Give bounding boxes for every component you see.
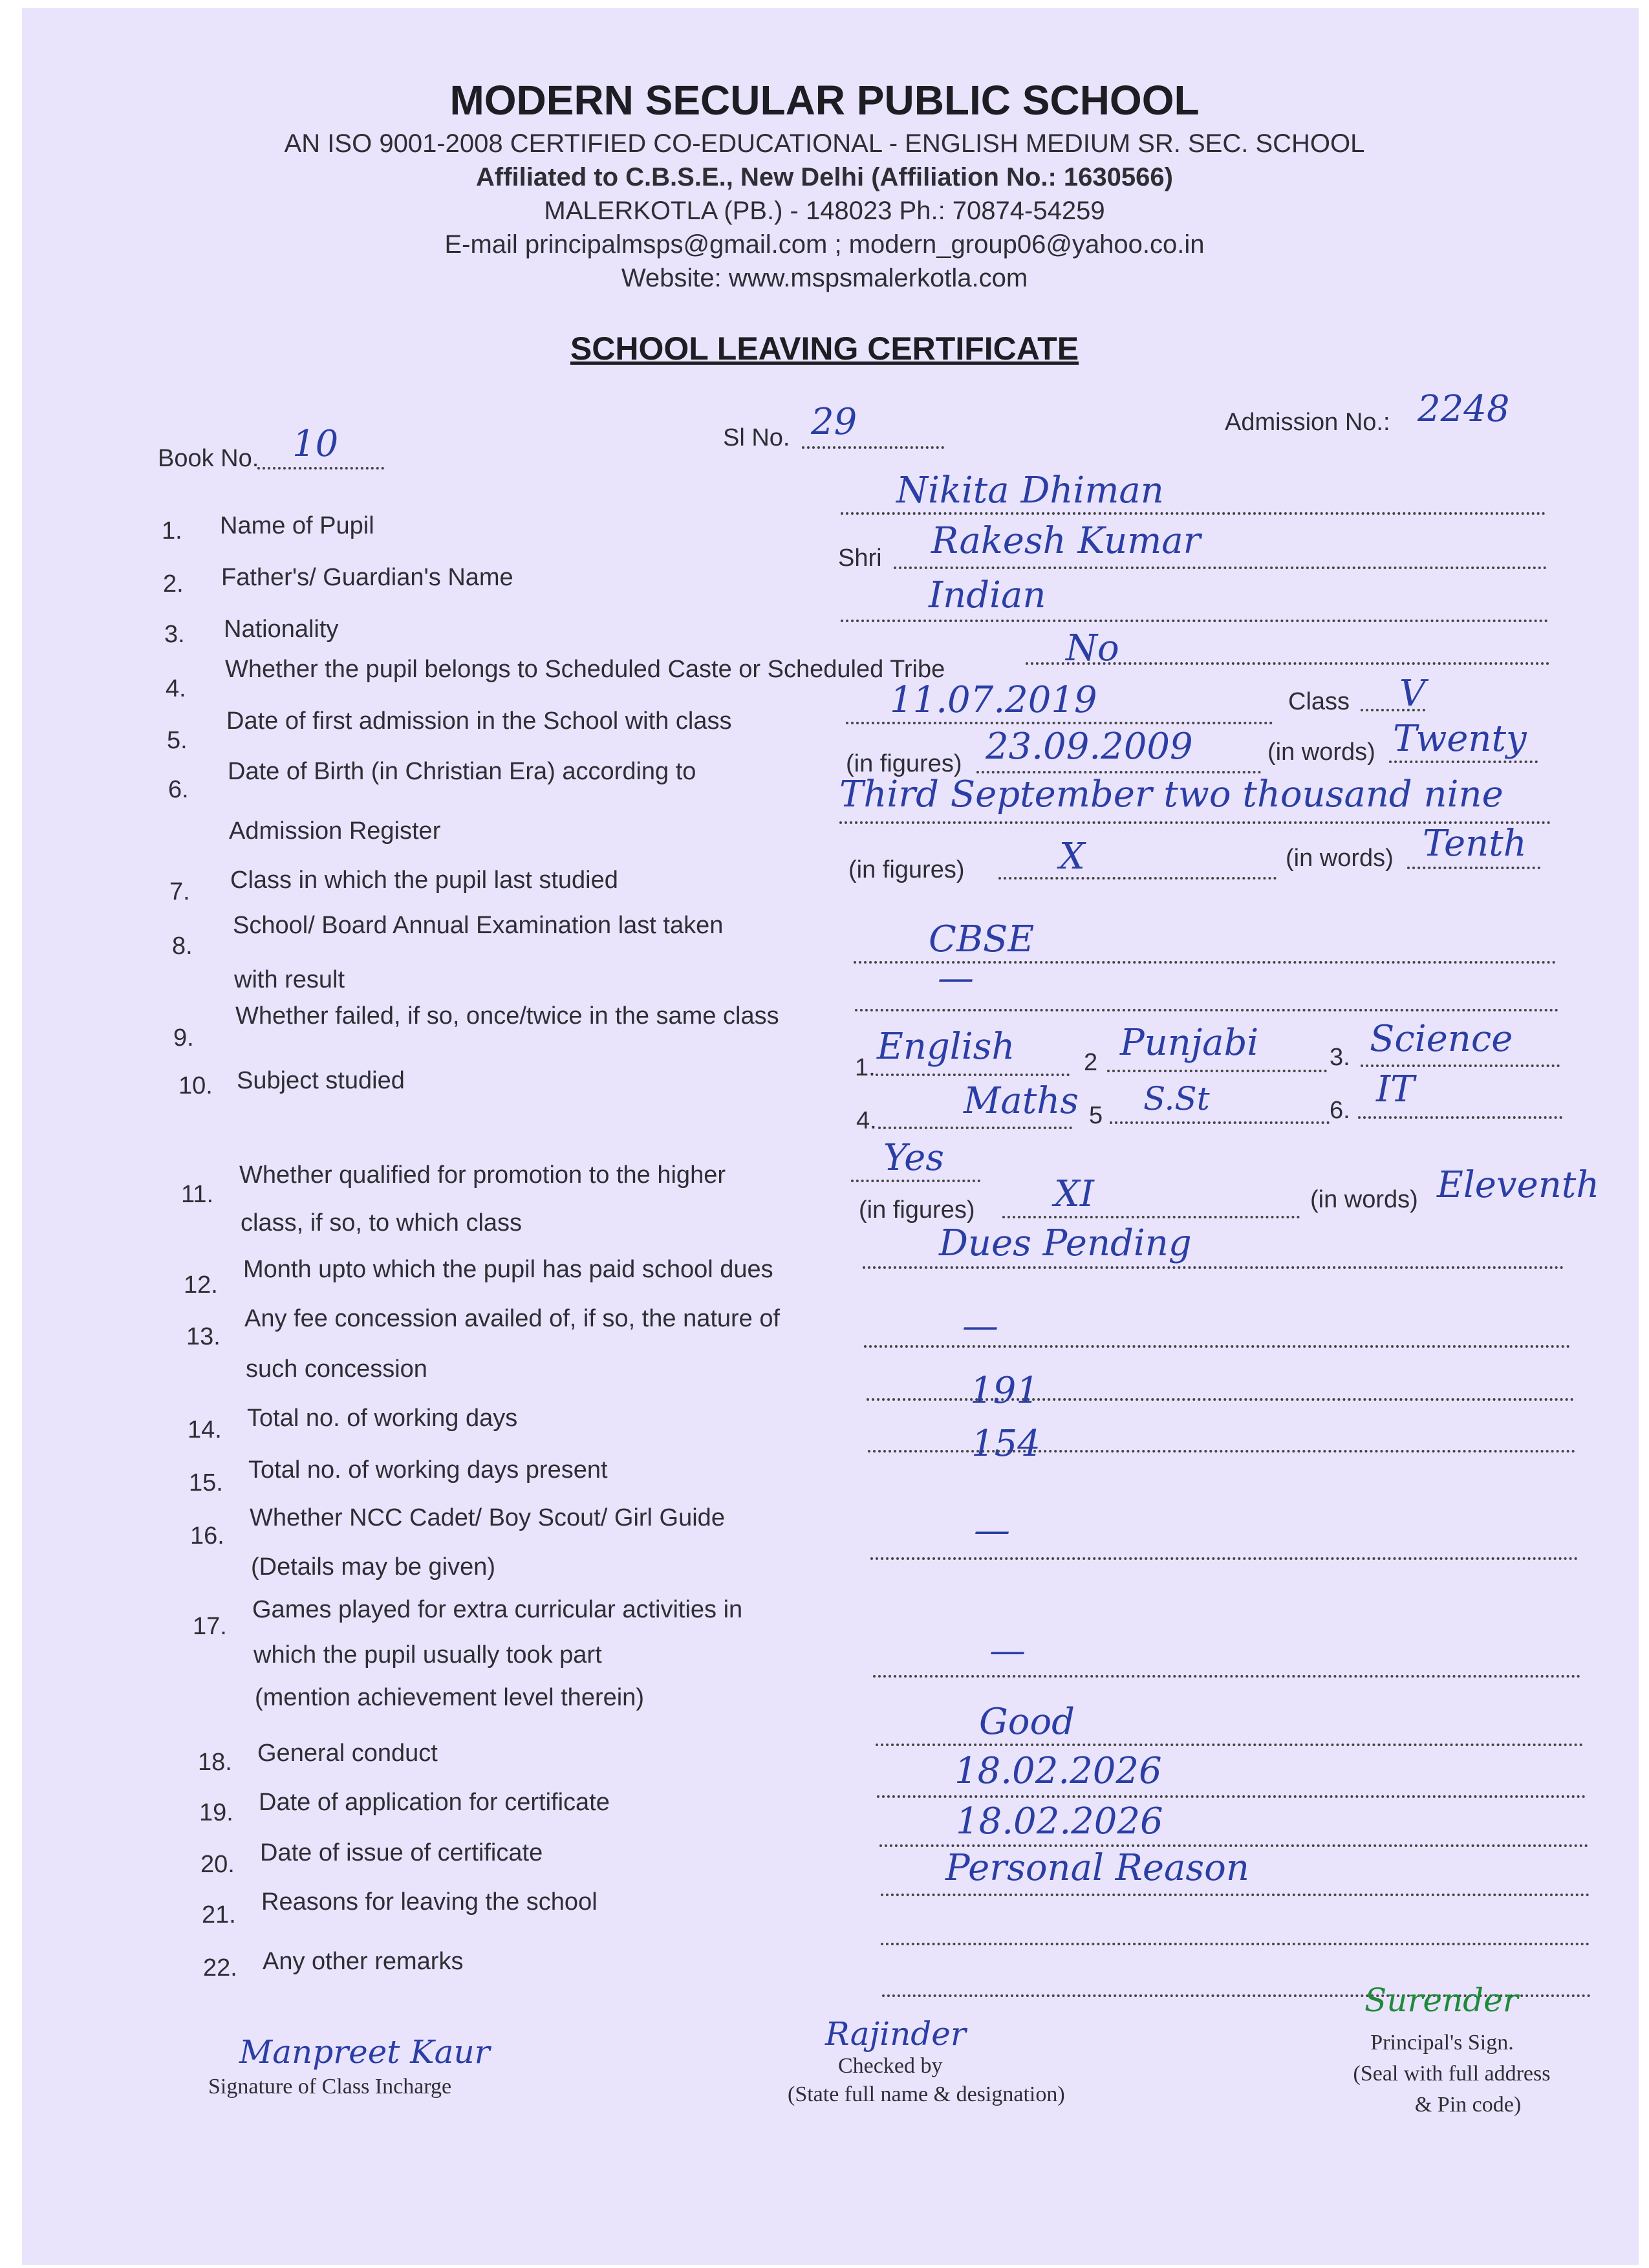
field-15-label: Total no. of working days present	[248, 1456, 608, 1484]
promotion-figures-label: (in figures)	[859, 1196, 975, 1224]
father-name-value: Rakesh Kumar	[931, 520, 1201, 562]
field-16-label-1: Whether NCC Cadet/ Boy Scout/ Girl Guide	[250, 1504, 725, 1531]
sl-no-dots	[802, 446, 944, 449]
field-6-label-2: Admission Register	[229, 817, 441, 845]
field-11-label-1: Whether qualified for promotion to the higher	[239, 1161, 726, 1189]
conduct-value: Good	[979, 1701, 1075, 1743]
field-13-label-2: such concession	[246, 1355, 427, 1383]
subject-2-number: 2	[1084, 1049, 1098, 1076]
admission-class-value: V	[1399, 673, 1426, 715]
promotion-words-label: (in words)	[1310, 1186, 1418, 1213]
subject-1-number: 1.	[855, 1054, 876, 1081]
field-9-line	[855, 1009, 1558, 1011]
field-16-line	[870, 1557, 1578, 1560]
class-figures-label: (in figures)	[848, 856, 965, 883]
field-1-line	[841, 512, 1546, 515]
dob-words-label: (in words)	[1267, 739, 1375, 766]
field-17-number: 17.	[193, 1613, 227, 1640]
subject-4-line	[878, 1127, 1072, 1129]
principal-pin-caption: & Pin code)	[1414, 2093, 1522, 2117]
field-8-number: 8.	[172, 933, 193, 960]
field-9-label: Whether failed, if so, once/twice in the same class	[235, 1002, 779, 1030]
admission-no-label: Admission No.:	[1225, 409, 1390, 436]
field-5-label: Date of first admission in the School with class	[226, 707, 732, 735]
field-5-number: 5.	[167, 727, 188, 754]
subject-6-number: 6.	[1330, 1097, 1350, 1124]
field-3-line	[841, 620, 1548, 622]
field-4-number: 4.	[166, 675, 186, 702]
class-words-line	[1407, 867, 1540, 869]
leaving-reason-value: Personal Reason	[945, 1847, 1249, 1889]
field-6-number: 6.	[168, 776, 189, 803]
application-date-value: 18.02.2026	[954, 1750, 1162, 1792]
field-8-label-1: School/ Board Annual Examination last taken	[233, 912, 724, 939]
field-2-label: Father's/ Guardian's Name	[221, 564, 513, 591]
school-name: MODERN SECULAR PUBLIC SCHOOL	[449, 77, 1200, 124]
last-class-words-value: Tenth	[1423, 823, 1527, 865]
field-21-number: 21.	[202, 1901, 236, 1928]
failed-value: —	[938, 957, 974, 999]
class-figures-line	[998, 877, 1277, 880]
promotion-figures-value: XI	[1054, 1173, 1094, 1215]
promotion-figures-line	[1002, 1216, 1300, 1218]
class-label: Class	[1288, 688, 1350, 715]
field-2-number: 2.	[163, 570, 184, 598]
subject-5-line	[1110, 1121, 1330, 1124]
field-15-number: 15.	[189, 1469, 223, 1496]
promotion-value: Yes	[883, 1137, 944, 1179]
field-17-label-3: (mention achievement level therein)	[255, 1684, 644, 1711]
subject-3-value: Science	[1370, 1018, 1513, 1060]
field-4-label: Whether the pupil belongs to Scheduled Caste or Scheduled Tribe	[225, 656, 945, 683]
issue-date-value: 18.02.2026	[956, 1800, 1163, 1842]
school-iso-line: AN ISO 9001-2008 CERTIFIED CO-EDUCATIONAL - ENGLISH MEDIUM SR. SEC. SCHOOL	[284, 129, 1365, 158]
checked-by-subcaption: (State full name & designation)	[788, 2082, 1065, 2106]
subject-3-line	[1361, 1064, 1560, 1067]
dob-words-value-2: Third September two thousand nine	[839, 773, 1503, 815]
subject-6-line	[1358, 1116, 1562, 1119]
concession-value: —	[962, 1305, 998, 1347]
field-5-line	[846, 722, 1273, 724]
field-19-line	[877, 1795, 1586, 1798]
field-12-number: 12.	[184, 1271, 218, 1299]
affiliation-line: Affiliated to C.B.S.E., New Delhi (Affiliation No.: 1630566)	[476, 163, 1173, 191]
principal-seal-caption: (Seal with full address	[1353, 2062, 1551, 2086]
field-12-label: Month upto which the pupil has paid school dues	[243, 1256, 773, 1283]
field-1-label: Name of Pupil	[220, 512, 374, 539]
website-line: Website: www.mspsmalerkotla.com	[621, 264, 1028, 292]
subject-3-number: 3.	[1330, 1044, 1350, 1071]
field-16-number: 16.	[190, 1522, 224, 1550]
field-10-label: Subject studied	[237, 1067, 405, 1094]
checked-by-caption: Checked by	[838, 2054, 943, 2078]
last-class-figures-value: X	[1059, 836, 1085, 878]
subject-1-value: English	[877, 1026, 1015, 1068]
field-13-label-1: Any fee concession availed of, if so, the nature of	[244, 1305, 781, 1332]
address-line: MALERKOTLA (PB.) - 148023 Ph.: 70874-54259	[544, 197, 1105, 225]
class-incharge-caption: Signature of Class Incharge	[208, 2075, 452, 2099]
field-22-number: 22.	[203, 1954, 237, 1982]
class-words-label: (in words)	[1286, 845, 1394, 872]
field-21-line	[881, 1894, 1590, 1896]
exam-value: CBSE	[929, 918, 1035, 960]
certificate-title: SCHOOL LEAVING CERTIFICATE	[570, 330, 1079, 367]
subject-2-value: Punjabi	[1120, 1022, 1259, 1064]
field-10-number: 10.	[178, 1072, 213, 1099]
dob-figures-label: (in figures)	[846, 750, 962, 777]
field-1-number: 1.	[162, 517, 182, 545]
sl-no-label: Sl No.	[723, 424, 790, 451]
field-19-label: Date of application for certificate	[259, 1789, 610, 1816]
field-3-label: Nationality	[224, 616, 339, 643]
field-6-label-1: Date of Birth (in Christian Era) according to	[228, 758, 696, 785]
working-days-value: 191	[970, 1370, 1039, 1412]
field-18-line	[876, 1744, 1583, 1746]
field-12-line	[863, 1266, 1564, 1269]
field-18-label: General conduct	[257, 1740, 438, 1767]
field-14-number: 14.	[188, 1416, 222, 1443]
admission-date-value: 11.07.2019	[890, 679, 1097, 721]
field-2-prefix: Shri	[838, 545, 882, 572]
subject-5-value: S.St	[1143, 1080, 1210, 1118]
field-19-number: 19.	[199, 1799, 233, 1826]
subject-4-value: Maths	[964, 1080, 1079, 1122]
field-11-label-2: class, if so, to which class	[241, 1209, 523, 1237]
principal-caption: Principal's Sign.	[1370, 2031, 1514, 2055]
sl-no-value: 29	[811, 401, 857, 443]
subject-1-line	[876, 1074, 1070, 1076]
pupil-name-value: Nikita Dhiman	[896, 470, 1164, 512]
book-no-dots	[257, 467, 384, 470]
days-present-value: 154	[971, 1423, 1040, 1465]
principal-signature: Surender	[1364, 1982, 1518, 2019]
book-no-value: 10	[292, 423, 339, 465]
field-17-label-1: Games played for extra curricular activities in	[252, 1596, 743, 1623]
field-3-number: 3.	[164, 621, 185, 648]
subject-5-number: 5	[1089, 1102, 1103, 1129]
field-2-line	[894, 567, 1547, 569]
field-14-label: Total no. of working days	[247, 1405, 518, 1432]
field-13-number: 13.	[186, 1323, 221, 1350]
field-21-label: Reasons for leaving the school	[261, 1888, 598, 1916]
dues-value: Dues Pending	[939, 1222, 1192, 1264]
subject-2-line	[1107, 1070, 1327, 1072]
field-22-line	[881, 1943, 1590, 1945]
promotion-line	[851, 1180, 980, 1182]
book-no-label: Book No.	[158, 445, 259, 472]
games-value: —	[989, 1630, 1026, 1672]
email-line: E-mail principalmsps@gmail.com ; modern_group06@yahoo.co.in	[444, 230, 1205, 259]
field-7-number: 7.	[169, 878, 190, 905]
dob-figures-value: 23.09.2009	[986, 726, 1193, 768]
ncc-value: —	[974, 1509, 1010, 1551]
dob-words-line	[1389, 761, 1538, 763]
field-22-label: Any other remarks	[263, 1948, 464, 1975]
field-7-label: Class in which the pupil last studied	[230, 867, 618, 894]
field-17-label-2: which the pupil usually took part	[253, 1641, 602, 1669]
field-17-line	[873, 1675, 1580, 1678]
field-20-number: 20.	[200, 1851, 235, 1878]
field-20-label: Date of issue of certificate	[260, 1839, 543, 1866]
field-8-label-2: with result	[234, 966, 345, 993]
admission-no-value: 2248	[1417, 388, 1510, 430]
subject-6-value: IT	[1376, 1068, 1415, 1110]
dob-words-value-1: Twenty	[1393, 718, 1527, 760]
nationality-value: Indian	[929, 574, 1046, 616]
caste-value: No	[1066, 627, 1119, 669]
field-11-number: 11.	[181, 1181, 214, 1208]
field-18-number: 18.	[198, 1749, 232, 1776]
field-16-label-2: (Details may be given)	[251, 1553, 496, 1581]
class-incharge-signature: Manpreet Kaur	[239, 2033, 490, 2071]
field-9-number: 9.	[173, 1024, 194, 1052]
promotion-words-value: Eleventh	[1437, 1164, 1600, 1206]
checked-by-signature: Rajinder	[825, 2015, 966, 2053]
subject-4-number: 4.	[856, 1107, 877, 1134]
